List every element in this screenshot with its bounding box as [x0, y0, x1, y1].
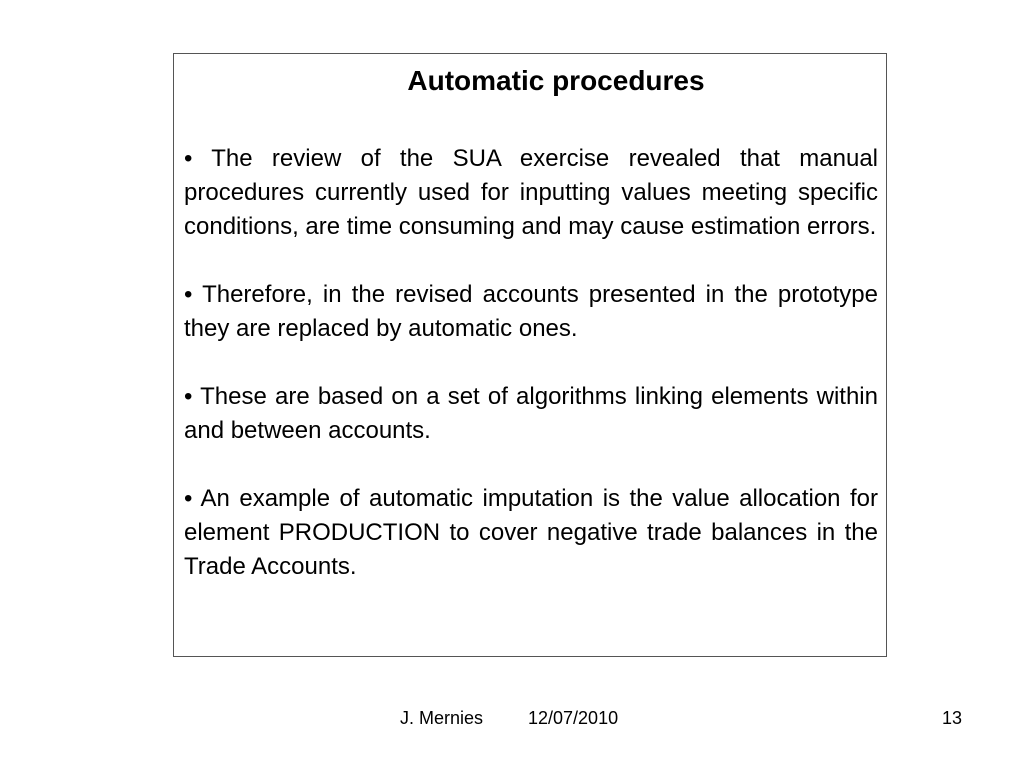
bullet-list [184, 142, 878, 584]
bullet-item: • Therefore, in the revised accounts presented in the prototype they are replaced by automatic ones. [184, 281, 878, 342]
footer-author: J. Mernies [400, 708, 484, 728]
bullet-item: • An example of automatic imputation is the value allocation for element PRODUCTION to cover negative trade balances in the Trade Accounts. [184, 485, 878, 580]
footer-date: 12/07/2010 [528, 708, 619, 728]
footer-page-number: 13 [942, 708, 963, 728]
bullet-item: • The review of the SUA exercise revealed that manual procedures currently used for inputting values meeting specific conditions, are time consuming and may cause estimation errors. [184, 145, 878, 240]
slide-title: Automatic procedures [407, 65, 705, 96]
bullet-item: • These are based on a set of algorithms linking elements within and between accounts. [184, 383, 878, 444]
